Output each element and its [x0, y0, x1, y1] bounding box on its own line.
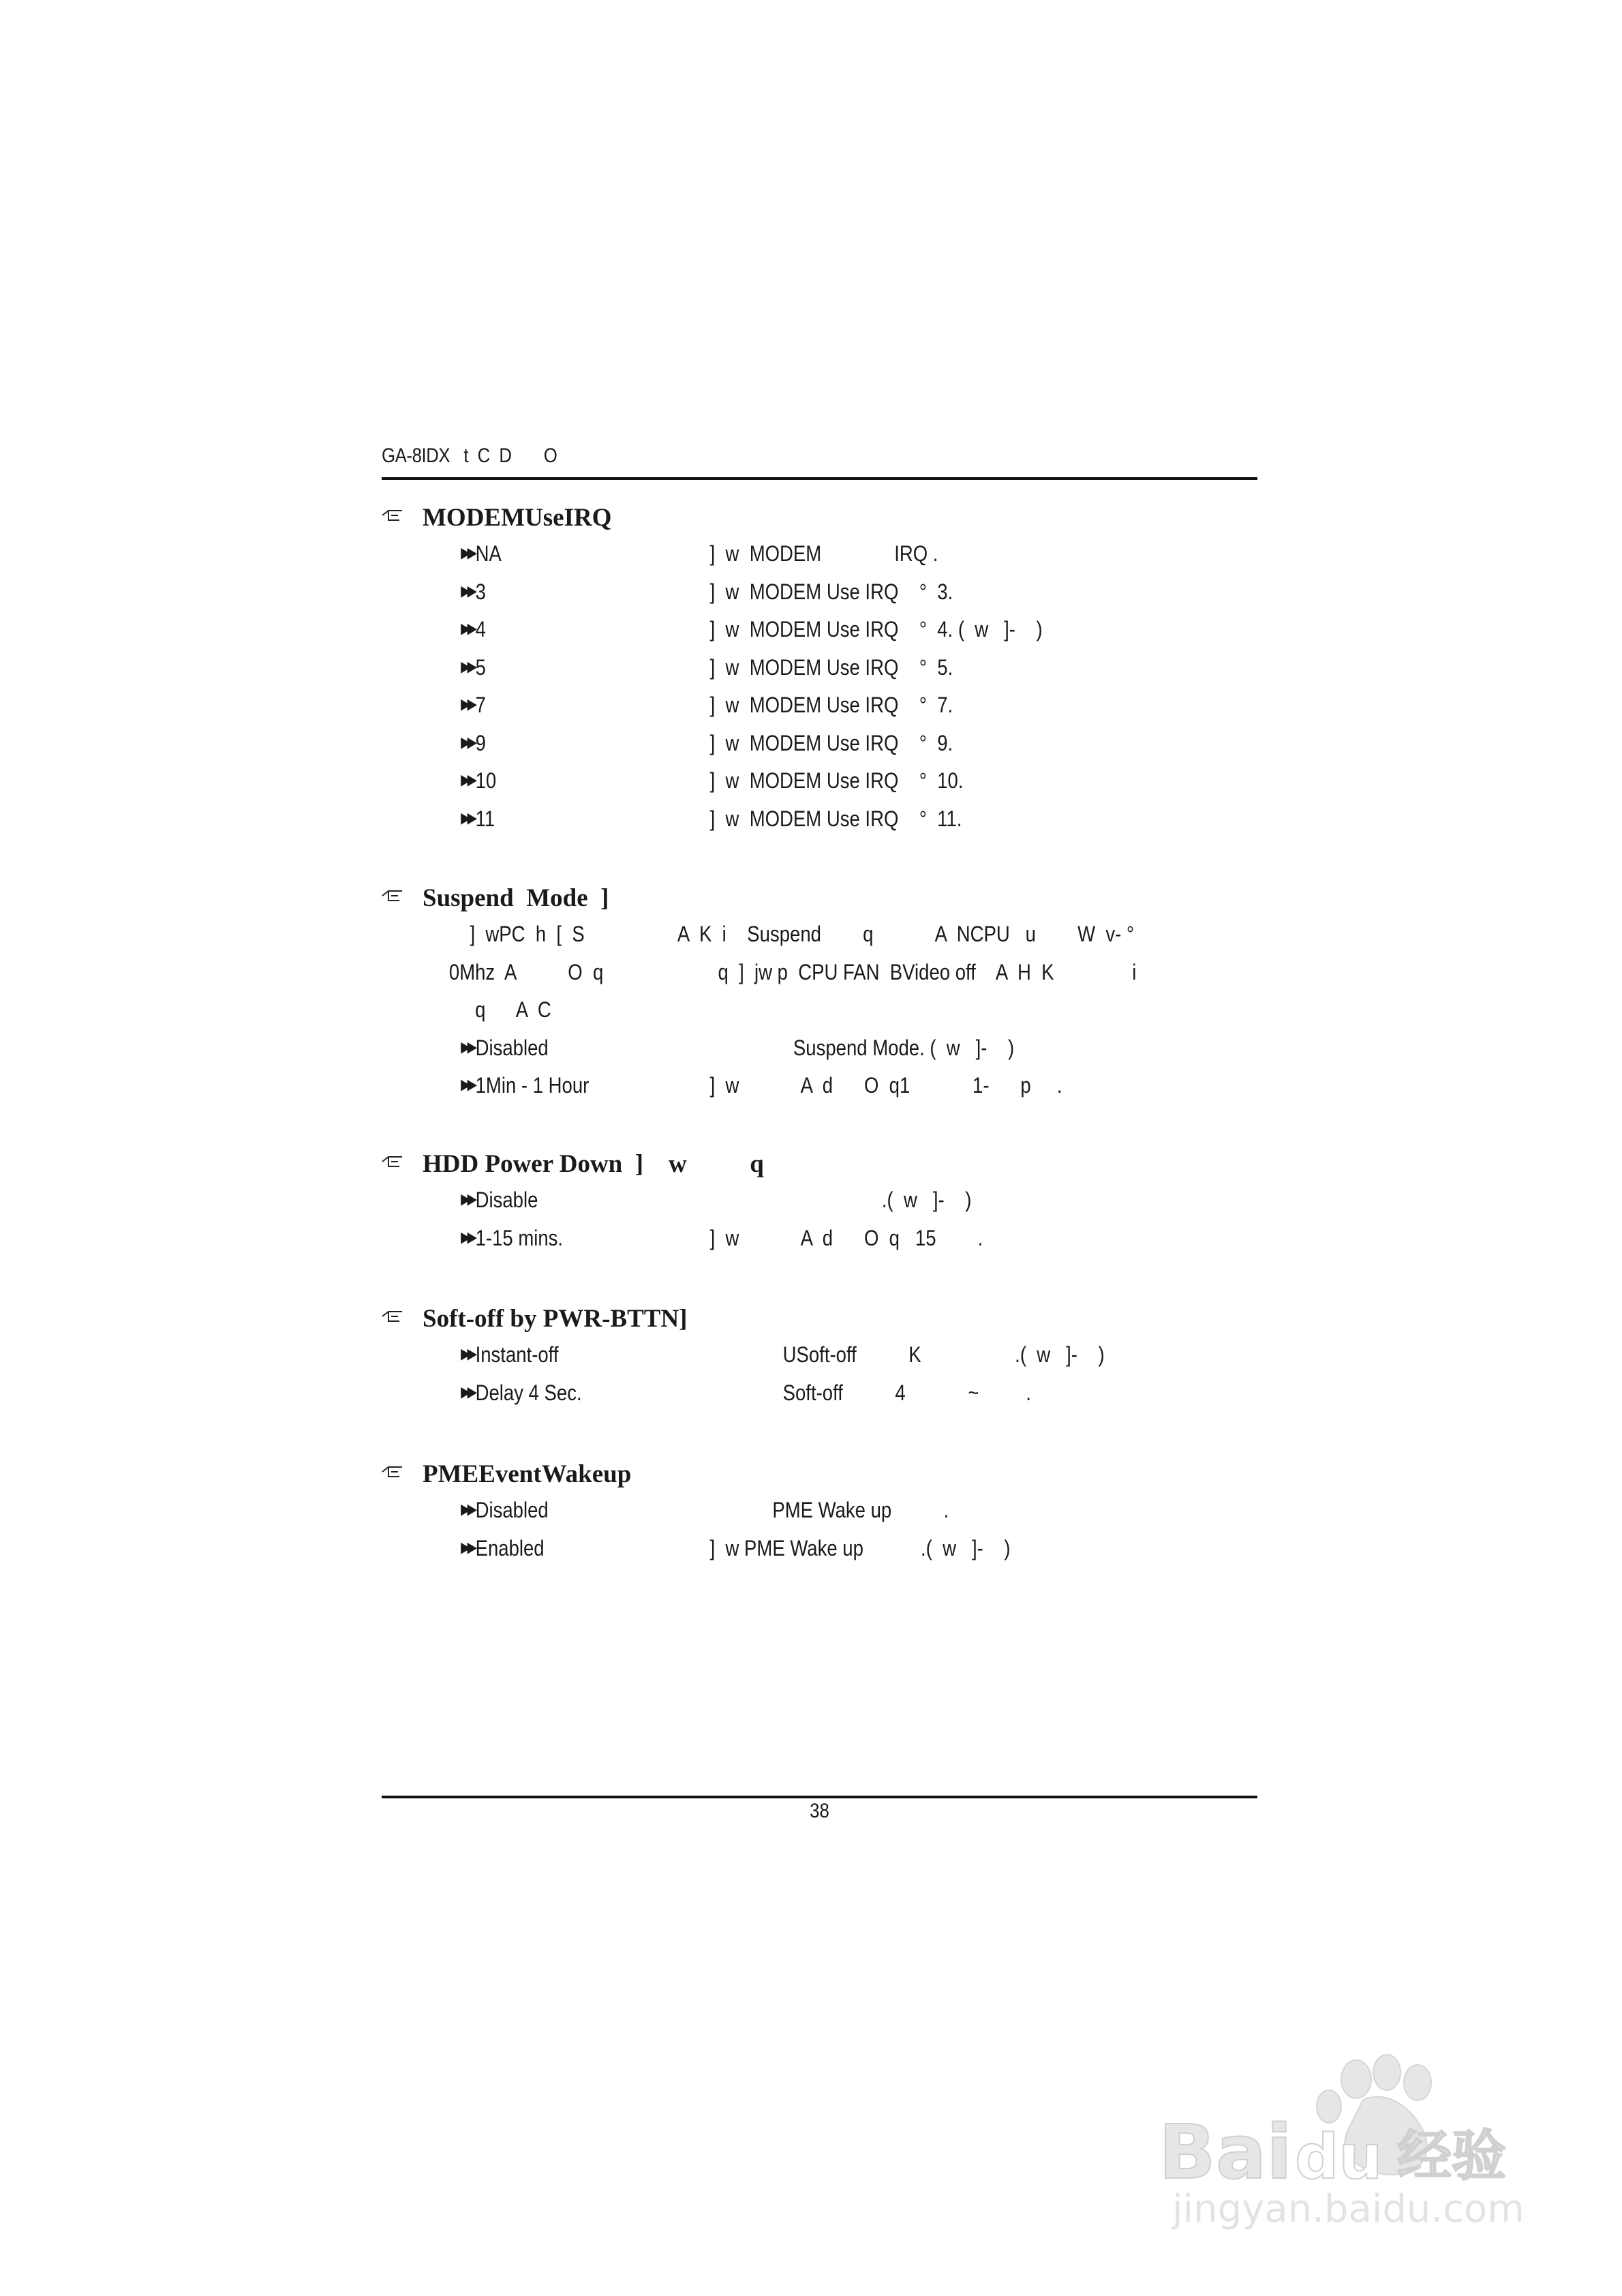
double-arrow-icon: ▶▶ — [461, 544, 474, 561]
section-soft-off-by-pwr-bttn — [382, 1304, 1257, 1418]
option-description: .( w ]- ) — [709, 1188, 972, 1212]
option-description: PME Wake up . — [709, 1498, 949, 1522]
option-description: ] w MODEM Use IRQ ° 9. — [709, 730, 953, 755]
section-title: MODEMUseIRQ — [423, 504, 612, 532]
section-pme-event-wakeup — [382, 1460, 1257, 1573]
option-description: ] w A d O q 15 . — [709, 1225, 983, 1250]
paragraph-line: q A C — [448, 997, 551, 1022]
option-label: 3 — [475, 579, 486, 604]
svg-text:du: du — [1295, 2121, 1383, 2193]
double-arrow-icon: ▶▶ — [461, 1076, 474, 1093]
double-arrow-icon: ▶▶ — [461, 733, 474, 751]
option-label: Enabled — [475, 1535, 545, 1560]
double-arrow-icon: ▶▶ — [461, 620, 474, 637]
option-description: ] w A d O q1 1- p . — [709, 1073, 1062, 1098]
option-description: ] w MODEM Use IRQ ° 5. — [709, 654, 953, 680]
section-heading — [382, 1460, 1257, 1498]
double-arrow-icon: ▶▶ — [461, 1190, 474, 1207]
option-row — [382, 1073, 1135, 1111]
option-description: ] w PME Wake up .( w ]- ) — [709, 1535, 1011, 1560]
pointing-hand-icon — [382, 509, 403, 522]
section-modem-use-irq — [382, 503, 1257, 844]
option-row — [382, 806, 1135, 845]
paragraph-line: ] wPC h [ S A K i Suspend q A NCPU u W v- ° — [448, 922, 1134, 946]
pointing-hand-icon — [382, 889, 403, 903]
paragraph-line: 0Mhz A O q q ] jw p CPU FAN BVideo off A H K i — [448, 959, 1137, 984]
option-label: 4 — [475, 617, 486, 641]
option-label: Disabled — [475, 1035, 549, 1060]
section-title: HDD Power Down ] w q — [423, 1150, 764, 1178]
option-label: Instant-off — [475, 1342, 559, 1367]
double-arrow-icon: ▶▶ — [461, 1538, 474, 1556]
option-label: 9 — [475, 730, 486, 755]
option-label: Disable — [475, 1188, 538, 1212]
svg-text:经验: 经验 — [1397, 2124, 1506, 2188]
page-header: GA-8IDX t C D O — [382, 444, 557, 467]
option-label: 1Min - 1 Hour — [475, 1073, 590, 1098]
option-row — [382, 579, 1135, 618]
option-description: ] w MODEM IRQ . — [709, 541, 938, 566]
double-arrow-icon: ▶▶ — [461, 809, 474, 826]
svg-text:Bai: Bai — [1159, 2109, 1292, 2196]
pointing-hand-icon — [382, 1155, 403, 1168]
option-description: Suspend Mode. ( w ]- ) — [709, 1035, 1015, 1060]
pointing-hand-icon — [382, 1310, 403, 1323]
double-arrow-icon: ▶▶ — [461, 1500, 474, 1517]
section-heading — [382, 1304, 1257, 1342]
option-row — [382, 1380, 1135, 1419]
option-row — [382, 1226, 1135, 1264]
option-label: 11 — [475, 806, 495, 831]
section-heading — [382, 1149, 1257, 1188]
option-row — [382, 1342, 1135, 1380]
option-row — [382, 1498, 1135, 1536]
watermark-url: jingyan.baidu.com — [1172, 2187, 1525, 2231]
option-description: ] w MODEM Use IRQ ° 3. — [709, 579, 953, 604]
option-label: 7 — [475, 693, 486, 717]
double-arrow-icon: ▶▶ — [461, 581, 474, 599]
double-arrow-icon: ▶▶ — [461, 771, 474, 788]
section-heading — [382, 883, 1257, 922]
section-title: Suspend Mode ] — [423, 884, 609, 912]
option-row — [382, 693, 1135, 731]
page-number: 38 — [810, 1800, 829, 1822]
option-description: ] w MODEM Use IRQ ° 4. ( w ]- ) — [709, 617, 1043, 641]
section-title: Soft-off by PWR-BTTN] — [423, 1305, 688, 1333]
option-label: Delay 4 Sec. — [475, 1380, 582, 1405]
option-row — [382, 541, 1135, 579]
option-row — [382, 1188, 1135, 1226]
section-title: PMEEventWakeup — [423, 1460, 632, 1488]
double-arrow-icon: ▶▶ — [461, 1345, 474, 1362]
footer-rule — [382, 1796, 1257, 1798]
section-hdd-power-down — [382, 1149, 1257, 1263]
option-row — [382, 768, 1135, 806]
double-arrow-icon: ▶▶ — [461, 695, 474, 712]
section-suspend-mode — [382, 883, 1257, 1111]
option-row — [382, 1536, 1135, 1574]
option-row — [382, 655, 1135, 693]
option-label: Disabled — [475, 1498, 549, 1522]
double-arrow-icon: ▶▶ — [461, 657, 474, 675]
section-heading — [382, 503, 1257, 541]
option-description: ] w MODEM Use IRQ ° 10. — [709, 768, 964, 793]
option-row — [382, 1036, 1135, 1074]
option-row — [382, 617, 1135, 655]
double-arrow-icon: ▶▶ — [461, 1383, 474, 1400]
option-description: ] w MODEM Use IRQ ° 7. — [709, 693, 953, 717]
pointing-hand-icon — [382, 1465, 403, 1479]
option-label: 1-15 mins. — [475, 1225, 564, 1250]
option-label: 10 — [475, 768, 497, 793]
option-description: Soft-off 4 ~ . — [709, 1380, 1031, 1405]
double-arrow-icon: ▶▶ — [461, 1038, 474, 1055]
header-rule — [382, 477, 1257, 480]
option-description: USoft-off K .( w ]- ) — [709, 1342, 1105, 1367]
double-arrow-icon: ▶▶ — [461, 1228, 474, 1245]
option-row — [382, 731, 1135, 769]
option-label: 5 — [475, 654, 486, 680]
option-label: NA — [475, 541, 502, 566]
option-description: ] w MODEM Use IRQ ° 11. — [709, 806, 962, 831]
